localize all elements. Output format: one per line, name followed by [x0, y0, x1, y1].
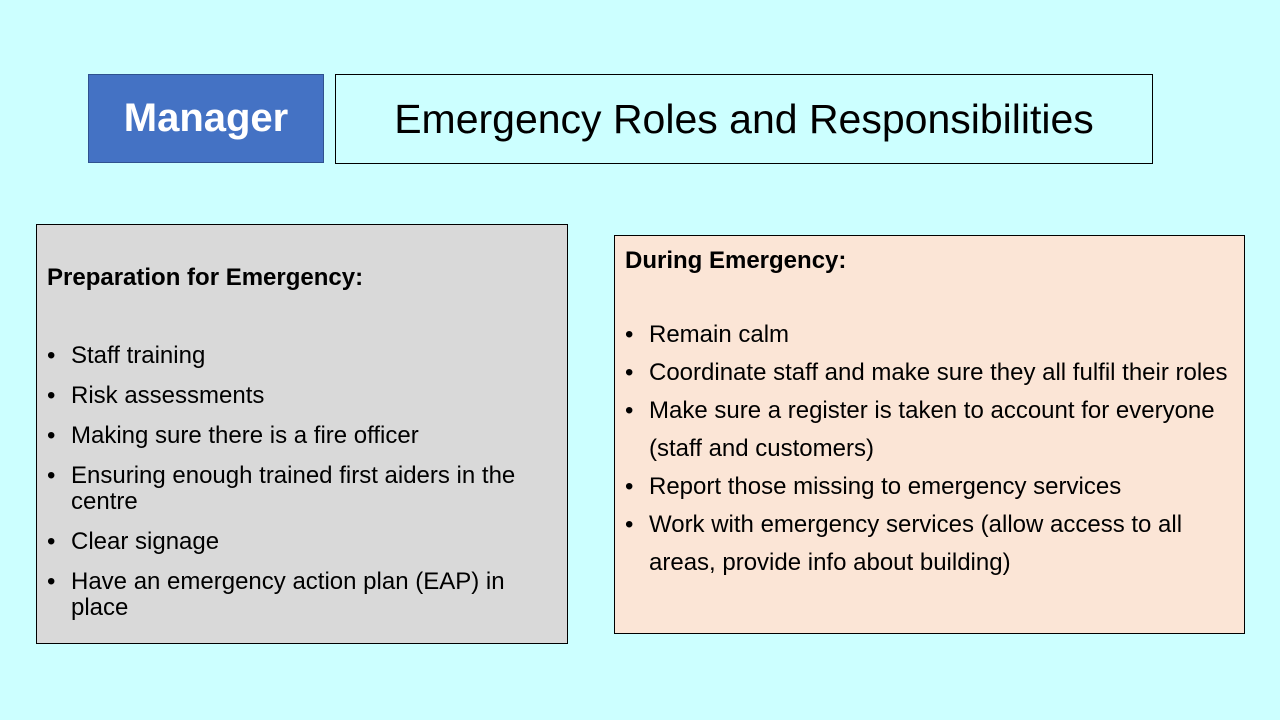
list-item: • Have an emergency action plan (EAP) in place [47, 568, 505, 621]
bullet-icon: • [625, 511, 634, 538]
preparation-list [47, 343, 557, 621]
list-item: • Coordinate staff and make sure they all fulfil their roles [625, 354, 1234, 392]
list-item: • Clear signage [47, 528, 220, 555]
bullet-icon: • [625, 473, 634, 500]
list-item: • Remain calm [625, 316, 1234, 354]
bullet-icon: • [47, 382, 56, 409]
bullet-icon: • [47, 528, 56, 555]
bullet-icon: • [625, 321, 634, 348]
during-panel [614, 235, 1245, 634]
list-item: • Risk assessments [47, 382, 265, 409]
bullet-icon: • [625, 397, 634, 424]
bullet-icon: • [47, 422, 56, 449]
bullet-icon: • [47, 342, 56, 369]
bullet-icon: • [47, 568, 56, 595]
list-item: • Staff training [47, 342, 206, 369]
list-item: • Report those missing to emergency services [625, 468, 1234, 506]
during-list [625, 316, 1234, 582]
bullet-icon: • [625, 359, 634, 386]
during-heading: During Emergency: [625, 247, 847, 274]
preparation-panel [36, 224, 568, 644]
role-label: Manager [88, 74, 324, 163]
list-item: • Make sure a register is taken to account for everyone (staff and customers) [625, 392, 1234, 468]
preparation-heading: Preparation for Emergency: [47, 264, 364, 291]
list-item: • Ensuring enough trained first aiders in the centre [47, 462, 516, 515]
list-item: • Work with emergency services (allow access to all areas, provide info about building) [625, 506, 1234, 582]
bullet-icon: • [47, 462, 56, 489]
page-title: Emergency Roles and Responsibilities [335, 74, 1153, 164]
list-item: • Making sure there is a fire officer [47, 422, 419, 449]
